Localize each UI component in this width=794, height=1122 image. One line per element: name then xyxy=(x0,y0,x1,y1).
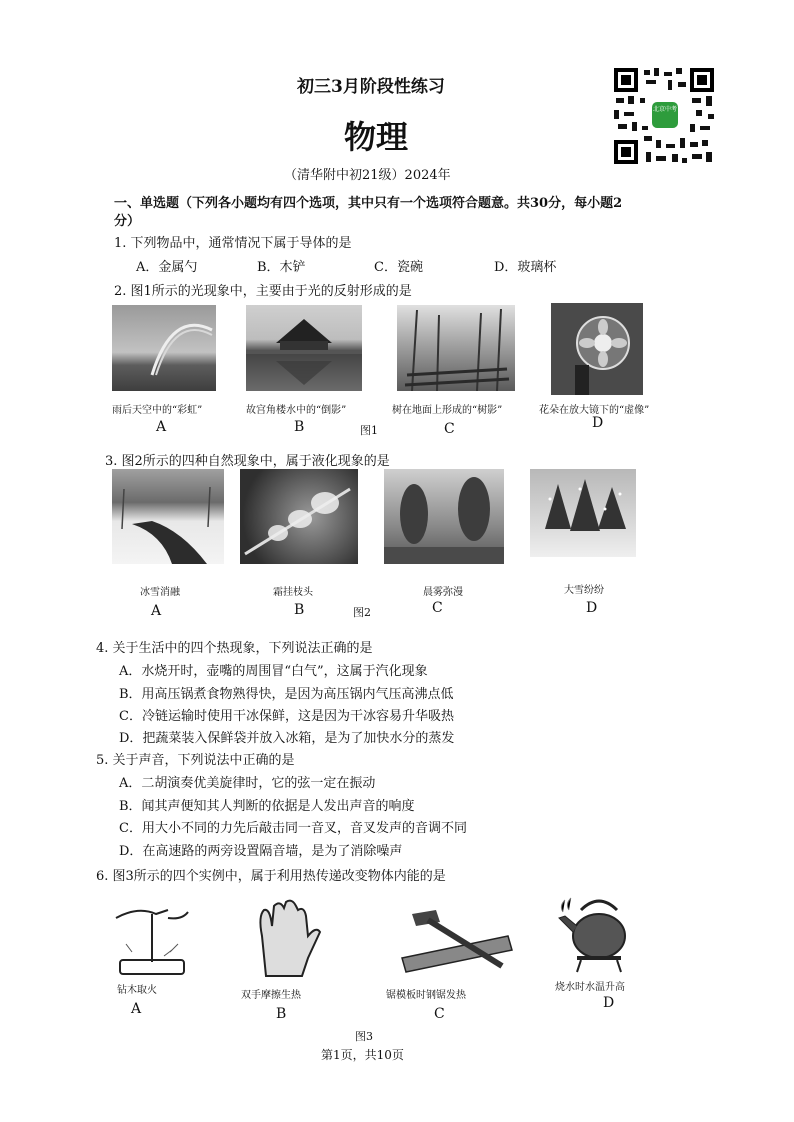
q6-label-b[interactable]: B xyxy=(276,1006,287,1022)
q4-option-a[interactable]: A．水烧开时，壶嘴的周围冒“白气”，这属于汽化现象 xyxy=(119,664,428,679)
q4-option-d[interactable]: D．把蔬菜装入保鲜袋并放入冰箱，是为了加快水分的蒸发 xyxy=(119,731,455,746)
page-title: 物理 xyxy=(344,118,409,156)
figure-1-label: 图1 xyxy=(360,424,378,437)
q5-option-c[interactable]: C．用大小不同的力先后敲击同一音叉，音叉发声的音调不同 xyxy=(119,821,467,836)
question-1-stem: 1. 下列物品中，通常情况下属于导体的是 xyxy=(114,236,352,251)
q6-label-a[interactable]: A xyxy=(131,1001,142,1017)
q5-option-a[interactable]: A．二胡演奏优美旋律时，它的弦一定在振动 xyxy=(119,776,376,791)
watchtower-reflection-photo xyxy=(246,305,362,391)
q2-caption-c: 树在地面上形成的“树影” xyxy=(392,405,503,416)
sawing-board-illustration xyxy=(392,906,516,978)
page-number: 第1页，共10页 xyxy=(321,1048,404,1062)
question-3-stem: 3. 图2所示的四种自然现象中，属于液化现象的是 xyxy=(105,454,390,469)
q6-caption-b: 双手摩擦生热 xyxy=(241,990,301,1001)
q3-label-d[interactable]: D xyxy=(586,600,598,616)
rainbow-photo xyxy=(112,305,216,391)
q2-label-c[interactable]: C xyxy=(444,421,455,437)
q3-label-c[interactable]: C xyxy=(432,600,443,616)
q2-caption-d: 花朵在放大镜下的“虚像” xyxy=(539,405,650,416)
qr-code[interactable] xyxy=(612,66,716,166)
q3-caption-c: 晨雾弥漫 xyxy=(423,587,463,598)
q6-caption-d: 烧水时水温升高 xyxy=(555,982,625,993)
q5-option-d[interactable]: D．在高速路的两旁设置隔音墙，是为了消除噪声 xyxy=(119,844,403,859)
rubbing-hands-illustration xyxy=(252,896,324,980)
q6-label-d[interactable]: D xyxy=(603,995,615,1011)
q1-option-b[interactable]: B．木铲 xyxy=(257,260,306,275)
q1-option-c[interactable]: C．瓷碗 xyxy=(374,260,423,275)
qr-logo-badge: 北京中考 xyxy=(652,106,677,113)
q6-caption-c: 锯模板时钢锯发热 xyxy=(386,990,466,1001)
q3-caption-b: 霜挂枝头 xyxy=(273,587,313,598)
question-5-stem: 5. 关于声音，下列说法中正确的是 xyxy=(96,753,295,768)
morning-fog-photo xyxy=(384,469,504,564)
q3-label-a[interactable]: A xyxy=(151,603,162,619)
q2-label-b[interactable]: B xyxy=(294,419,305,435)
magnifier-flower-photo xyxy=(551,303,643,395)
question-4-stem: 4. 关于生活中的四个热现象，下列说法正确的是 xyxy=(96,641,373,656)
q3-label-b[interactable]: B xyxy=(294,602,305,618)
q1-option-a[interactable]: A．金属勺 xyxy=(136,260,198,275)
q2-caption-b: 故宫角楼水中的“倒影” xyxy=(246,405,347,416)
melting-snow-photo xyxy=(112,469,224,564)
kettle-illustration xyxy=(555,892,637,974)
q6-caption-a: 钻木取火 xyxy=(117,985,157,996)
tree-shadow-photo xyxy=(397,305,515,391)
q3-caption-a: 冰雪消融 xyxy=(140,587,180,598)
q1-option-d[interactable]: D．玻璃杯 xyxy=(494,260,557,275)
q3-caption-d: 大雪纷纷 xyxy=(564,585,604,596)
q2-label-d[interactable]: D xyxy=(592,415,604,431)
section-heading: 一、单选题（下列各小题均有四个选项，其中只有一个选项符合题意。共30分，每小题2 xyxy=(114,196,623,211)
q4-option-c[interactable]: C．冷链运输时使用干冰保鲜，这是因为干冰容易升华吸热 xyxy=(119,709,454,724)
q2-caption-a: 雨后天空中的“彩虹” xyxy=(112,405,203,416)
frost-branch-photo xyxy=(240,469,358,564)
section-heading-cont: 分） xyxy=(114,214,141,229)
heavy-snow-photo xyxy=(530,469,636,557)
school-line: （清华附中初21级）2024年 xyxy=(284,168,451,183)
question-6-stem: 6. 图3所示的四个实例中，属于利用热传递改变物体内能的是 xyxy=(96,869,446,884)
exam-subtitle: 初三3月阶段性练习 xyxy=(297,77,445,97)
question-2-stem: 2. 图1所示的光现象中，主要由于光的反射形成的是 xyxy=(114,284,412,299)
drilling-wood-illustration xyxy=(108,900,192,980)
q4-option-b[interactable]: B．用高压锅煮食物熟得快，是因为高压锅内气压高沸点低 xyxy=(119,687,454,702)
q6-label-c[interactable]: C xyxy=(434,1006,445,1022)
figure-2-label: 图2 xyxy=(353,606,371,619)
q5-option-b[interactable]: B．闻其声便知其人判断的依据是人发出声音的响度 xyxy=(119,799,415,814)
figure-3-label: 图3 xyxy=(355,1030,373,1043)
q2-label-a[interactable]: A xyxy=(156,419,167,435)
